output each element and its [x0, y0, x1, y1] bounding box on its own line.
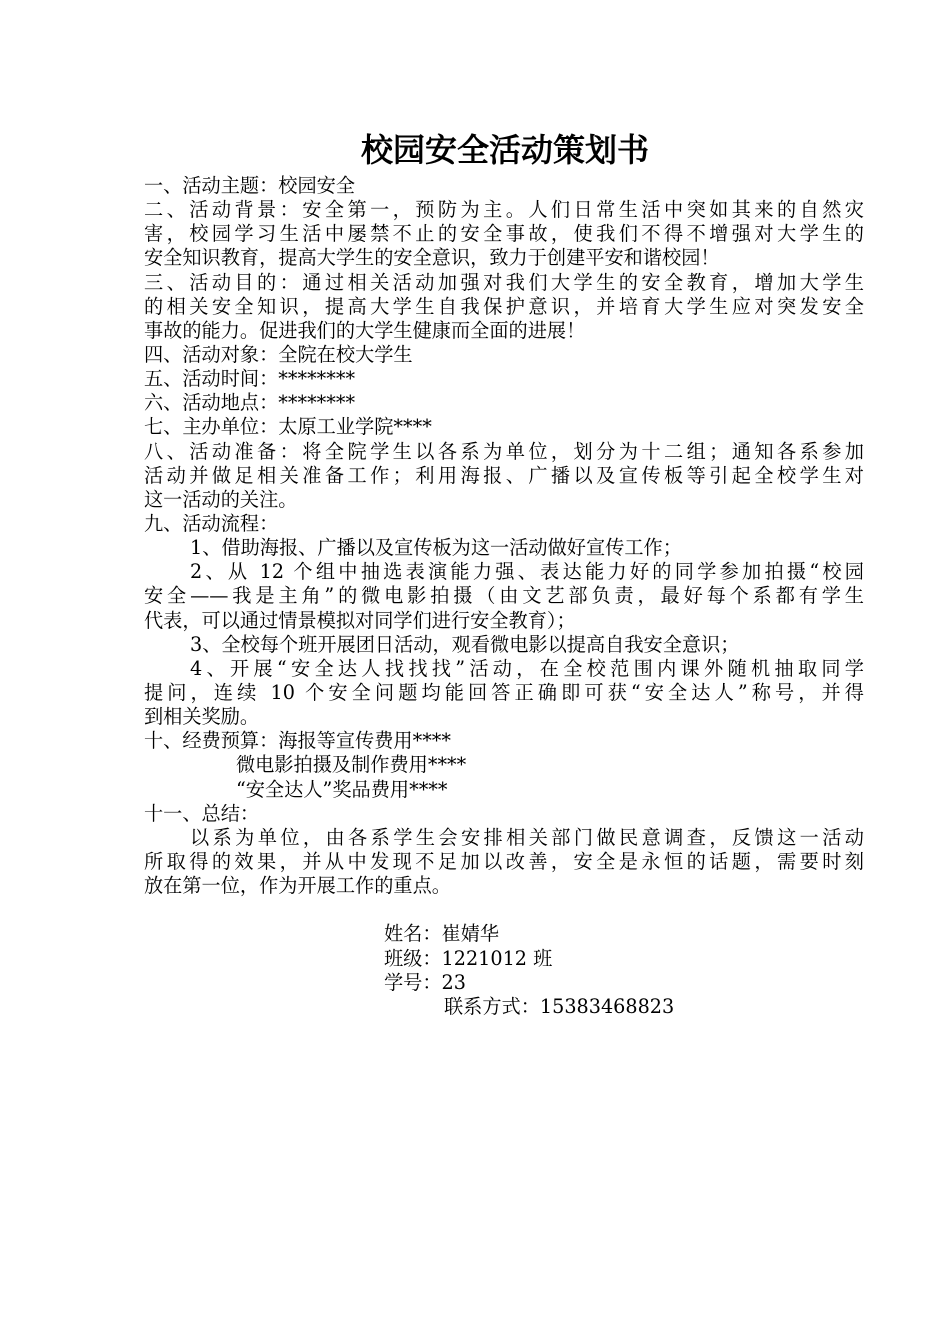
- section-purpose-end: 事故的能力。促进我们的大学生健康而全面的进展！: [144, 318, 586, 342]
- signature-student-id: 学号：23: [384, 970, 466, 994]
- document-title: 校园安全活动策划书: [360, 131, 649, 169]
- section-organizer: 七、主办单位：太原工业学院****: [144, 415, 432, 439]
- section-preparation-end: 这一活动的关注。: [144, 487, 298, 511]
- section-preparation-cont: 活动并做足相关准备工作；利用海报、广播以及宣传板等引起全校学生对: [144, 463, 864, 487]
- section-audience: 四、活动对象：全院在校大学生: [144, 342, 413, 366]
- process-step-3: 3、全校每个班开展团日活动，观看微电影以提高自我安全意识；: [190, 632, 740, 656]
- process-step-4-end: 到相关奖励。: [144, 705, 260, 729]
- signature-class: 班级：1221012 班: [384, 946, 553, 970]
- summary-text: 以系为单位，由各系学生会安排相关部门做民意调查，反馈这一活动: [190, 825, 864, 849]
- section-budget: 十、经费预算：海报等宣传费用****: [144, 729, 451, 753]
- section-purpose: 三、活动目的：通过相关活动加强对我们大学生的安全教育，增加大学生: [144, 270, 864, 294]
- signature-contact: 联系方式：15383468823: [444, 994, 675, 1018]
- section-background: 二、活动背景：安全第一，预防为主。人们日常生活中突如其来的自然灾: [144, 198, 864, 222]
- section-purpose-cont: 的相关安全知识，提高大学生自我保护意识，并培育大学生应对突发安全: [144, 294, 864, 318]
- process-step-4-cont: 提问，连续 10 个安全问题均能回答正确即可获“安全达人”称号，并得: [144, 680, 864, 704]
- summary-text-end: 放在第一位，作为开展工作的重点。: [144, 874, 451, 898]
- section-location: 六、活动地点：********: [144, 391, 356, 415]
- section-background-cont: 害，校园学习生活中屡禁不止的安全事故，使我们不得不增强对大学生的: [144, 222, 864, 246]
- process-step-4: 4、开展“安全达人找找找”活动，在全校范围内课外随机抽取同学: [190, 656, 864, 680]
- section-theme: 一、活动主题：校园安全: [144, 174, 356, 197]
- process-step-2-cont: 安全——我是主角”的微电影拍摄（由文艺部负责，最好每个系都有学生: [144, 584, 864, 608]
- section-time: 五、活动时间：********: [144, 367, 356, 391]
- signature-name: 姓名：崔婧华: [384, 922, 500, 946]
- budget-item-prize: “安全达人”奖品费用****: [236, 777, 448, 801]
- document-body: [144, 174, 864, 1019]
- process-step-1: 1、借助海报、广播以及宣传板为这一活动做好宣传工作；: [190, 536, 682, 560]
- section-process: 九、活动流程：: [144, 511, 279, 535]
- section-background-end: 安全知识教育，提高大学生的安全意识，致力于创建平安和谐校园！: [144, 246, 720, 270]
- section-preparation: 八、活动准备：将全院学生以各系为单位，划分为十二组；通知各系参加: [144, 439, 864, 463]
- process-step-2: 2、从 12 个组中抽选表演能力强、表达能力好的同学参加拍摄“校园: [190, 560, 864, 584]
- summary-text-cont: 所取得的效果，并从中发现不足加以改善，安全是永恒的话题，需要时刻: [144, 849, 864, 873]
- spacer: [144, 898, 864, 922]
- section-summary: 十一、总结：: [144, 801, 260, 825]
- budget-item-film: 微电影拍摄及制作费用****: [236, 753, 467, 777]
- process-step-2-end: 代表，可以通过情景模拟对同学们进行安全教育）；: [144, 608, 576, 632]
